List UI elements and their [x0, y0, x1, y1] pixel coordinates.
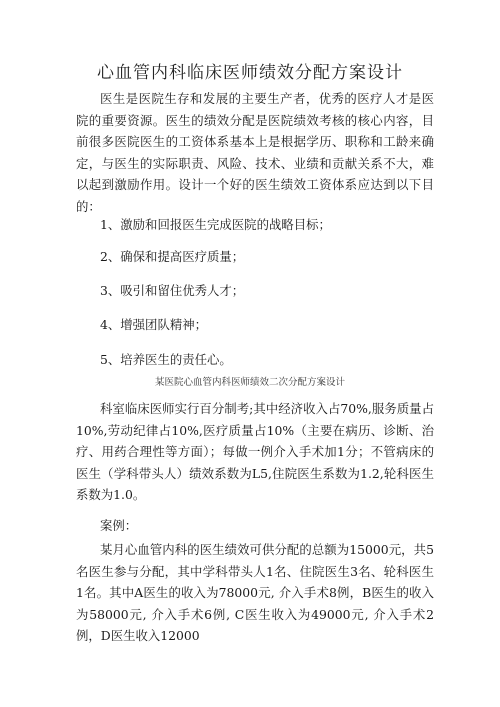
- goal-item: 4、增强团队精神；: [100, 317, 208, 332]
- case-paragraph: 某月心血管内科的医生绩效可供分配的总额为15000元，共5名医生参与分配，其中学科带头人1名、住院医生3名、轮科医生1名。其中A医生的收入为78000元, 介入手术8例，B医生的收入为58000元, 介入手术6例, C医生收入为49000元, 介入手术2例，D医生收入12000: [76, 542, 434, 643]
- case-label: 案例：: [100, 518, 138, 533]
- document-title: 心血管内科临床医师绩效分配方案设计: [97, 63, 403, 83]
- intro-paragraph: 医生是医院生存和发展的主要生产者，优秀的医疗人才是医院的重要资源。医生的绩效分配是医院绩效考核的核心内容，目前很多医院医生的工资体系基本上是根据学历、职称和工龄来确定，与医生的实际职责、风险、技术、业绩和贡献关系不大，难以起到激励作用。设计一个好的医生绩效工资体系应达到以下目的：: [76, 91, 434, 214]
- goal-item: 1、激励和回报医生完成医院的战略目标；: [100, 217, 331, 232]
- goal-item: 5、培养医生的责任心。: [100, 352, 232, 367]
- section-subtitle: 某医院心血管内科医师绩效二次分配方案设计: [154, 377, 345, 388]
- goal-item: 3、吸引和留住优秀人才；: [100, 283, 245, 298]
- method-paragraph: 科室临床医师实行百分制考;其中经济收入占70%,服务质量占10%,劳动纪律占10%,医疗质量占10%（主要在病历、诊断、治疗、用药合理性等方面）；每做一例介入手术加1分；不管病床的医生（学科带头人）绩效系数为L5,住院医生系数为1.2,轮科医生系数为1.0。: [76, 401, 434, 502]
- goal-item: 2、确保和提高医疗质量；: [100, 249, 245, 264]
